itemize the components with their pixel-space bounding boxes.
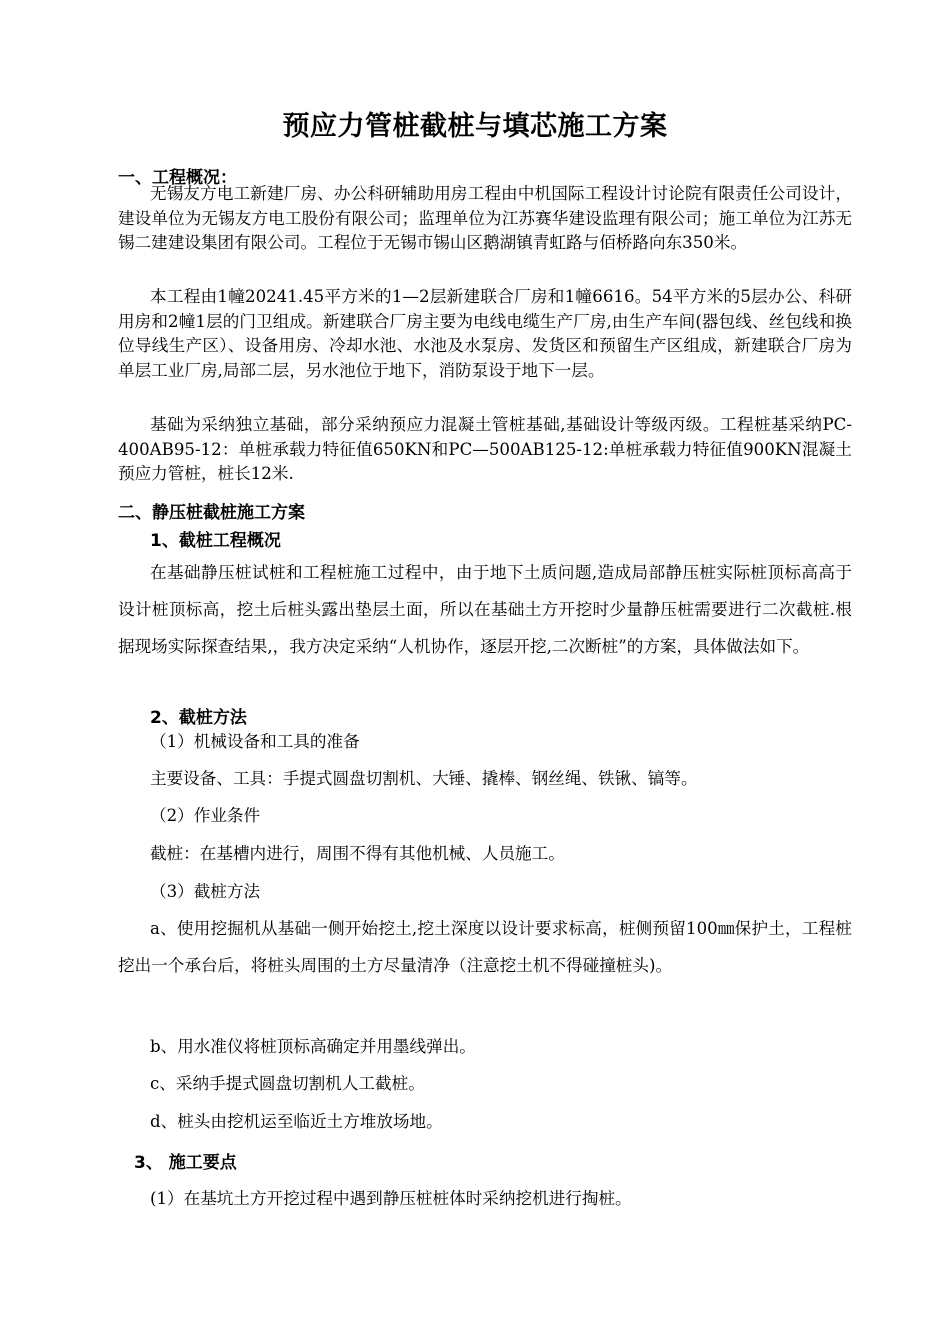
- step-a: a、使用挖掘机从基础一侧开始挖土,挖土深度以设计要求标高，桩侧预留100㎜保护土，工程桩挖出一个承台后，将桩头周围的土方尽量清净（注意挖土机不得碰撞桩头)。: [118, 919, 852, 975]
- step-c: c、采纳手提式圆盘切割机人工截桩。: [150, 1074, 425, 1093]
- item-1-heading: （1）机械设备和工具的准备: [150, 732, 360, 751]
- step-b: b、用水准仪将桩顶标高确定并用墨线弹出。: [150, 1037, 476, 1056]
- key-point-1: (1）在基坑土方开挖过程中遇到静压桩桩体时采纳挖机进行掏桩。: [150, 1189, 632, 1208]
- section-1-heading: 一、工程概况：: [118, 168, 237, 188]
- item-2-heading: （2）作业条件: [150, 806, 261, 825]
- item-3-heading: （3）截桩方法: [150, 882, 261, 901]
- section-2-heading: 二、静压桩截桩施工方案: [118, 503, 305, 523]
- item-2-text: 截桩：在基槽内进行，周围不得有其他机械、人员施工。: [150, 844, 565, 863]
- document-title: 预应力管桩截桩与填芯施工方案: [282, 111, 668, 142]
- subsection-1-heading: 1、截桩工程概况: [150, 531, 281, 551]
- section-1-paragraph-3: 基础为采纳独立基础，部分采纳预应力混凝土管桩基础,基础设计等级丙级。工程桩基采纳PC-400AB95-12：单桩承载力特征值650KN和PC—500AB125-12:单桩承载力特征值900KN混凝土预应力管桩，桩长12米.: [118, 415, 852, 483]
- item-1-text: 主要设备、工具：手提式圆盘切割机、大锤、撬棒、钢丝绳、铁锹、镐等。: [150, 769, 698, 788]
- subsection-2-heading: 2、截桩方法: [150, 708, 247, 728]
- subsection-1-paragraph: 在基础静压桩试桩和工程桩施工过程中，由于地下土质问题,造成局部静压桩实际桩顶标高高于设计桩顶标高，挖土后桩头露出垫层土面，所以在基础土方开挖时少量静压桩需要进行二次截桩.根据现场实际探查结果,，我方决定采纳“人机协作，逐层开挖,二次断桩”的方案，具体做法如下。: [118, 563, 852, 656]
- section-1-paragraph-2: 本工程由1幢20241.45平方米的1—2层新建联合厂房和1幢6616。54平方米的5层办公、科研用房和2幢1层的门卫组成。新建联合厂房主要为电线电缆生产厂房,由生产车间(器包线、丝包线和换位导线生产区）、设备用房、冷却水池、水池及水泵房、发货区和预留生产区组成，新建联合厂房为单层工业厂房,局部二层，另水池位于地下，消防泵设于地下一层。: [118, 287, 852, 380]
- step-d: d、桩头由挖机运至临近土方堆放场地。: [150, 1112, 443, 1131]
- section-1-paragraph-1: 无锡友方电工新建厂房、办公科研辅助用房工程由中机国际工程设计讨论院有限责任公司设计，建设单位为无锡友方电工股份有限公司；监理单位为江苏赛华建设监理有限公司；施工单位为江苏无锡二建建设集团有限公司。工程位于无锡市锡山区鹅湖镇青虹路与佰桥路向东350米。: [118, 184, 852, 252]
- subsection-3-heading: 3、 施工要点: [134, 1153, 237, 1173]
